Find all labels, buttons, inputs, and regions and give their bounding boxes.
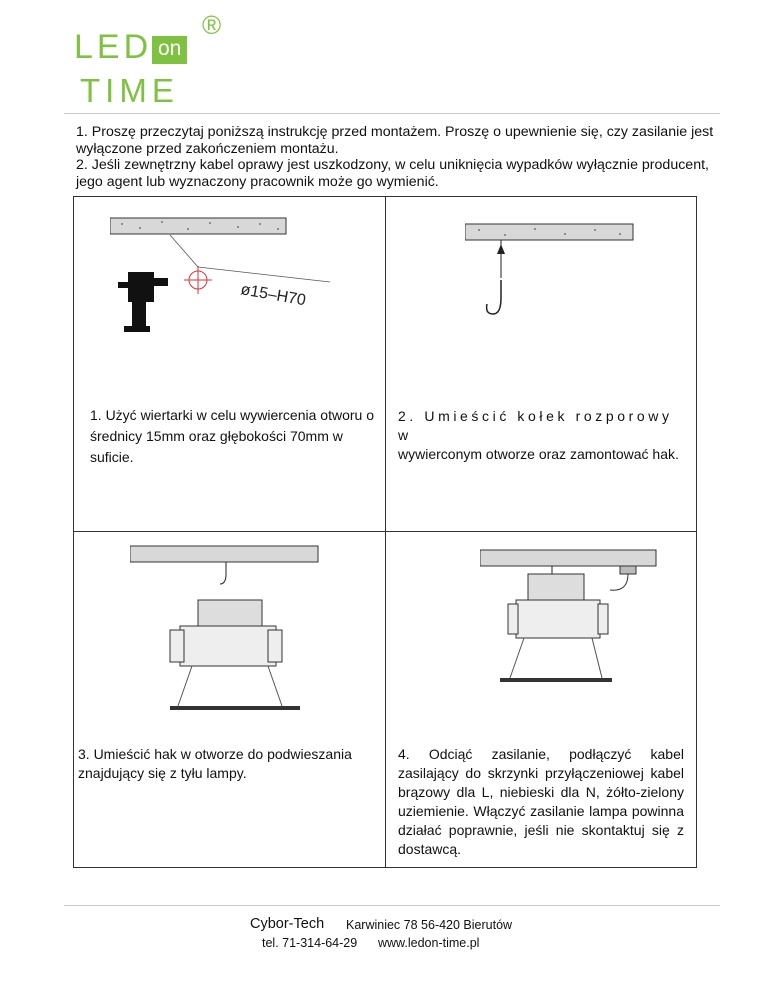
intro-line-2: 2. Jeśli zewnętrzny kabel oprawy jest uszkodzony, w celu uniknięcia wypadków wyłącznie producent, jego agent lub wyznaczony pracownik może go wymienić. — [76, 157, 709, 190]
ceiling-slab-icon — [465, 224, 633, 240]
intro-line-1: 1. Proszę przeczytaj poniższą instrukcję przed montażem. Proszę o upewnienie się, czy zasilanie jest wyłączone przed zakończeniem montażu. — [76, 124, 714, 157]
ceiling-slab-icon — [110, 218, 286, 234]
logo-time-text: TIME — [80, 72, 179, 109]
ceiling-slab-icon — [130, 546, 318, 562]
top-divider — [64, 113, 720, 114]
step1-drill-illustration — [110, 212, 360, 342]
junction-box-icon — [620, 566, 636, 574]
step4-wired-fixture-illustration — [480, 544, 680, 694]
hook-icon — [220, 574, 226, 584]
footer-website[interactable]: www.ledon-time.pl — [378, 936, 480, 950]
grid-horizontal-divider — [74, 531, 696, 532]
bottom-divider — [64, 905, 720, 906]
led-fixture-icon — [508, 574, 608, 638]
brand-logo — [74, 10, 234, 109]
footer-company: Cybor-Tech — [250, 916, 325, 932]
step4-caption: 4. Odciąć zasilanie, podłączyć kabel zasilający do skrzynki przyłączeniowej kabel brązowy dla L, niebieski dla N, żółto-zielony uziemienie. Włączyć zasilanie lampa powinna działać poprawnie, jeśli nie skontaktuj się z dostawcą. — [398, 746, 684, 857]
hook-icon — [487, 280, 501, 314]
step2-hook-illustration — [465, 218, 635, 328]
drill-icon — [118, 272, 168, 332]
step1-caption: 1. Użyć wiertarki w celu wywiercenia otworu o średnicy 15mm oraz głębokości 70mm w suficie. — [90, 407, 374, 465]
step2-caption — [398, 407, 682, 464]
step2-caption-rest: wywierconym otworze oraz zamontować hak. — [398, 446, 679, 462]
footer-phone: tel. 71-314-64-29 — [262, 936, 358, 950]
logo-on-badge: on — [152, 36, 187, 64]
step3-caption: 3. Umieścić hak w otworze do podwieszania znajdujący się z tyłu lampy. — [78, 746, 352, 781]
drill-size-label: ø15–H70 — [239, 281, 308, 310]
intro-instructions — [76, 124, 716, 190]
footer-address: Karwiniec 78 56-420 Bierutów — [346, 918, 513, 932]
logo-led-text: LED — [74, 28, 153, 66]
power-cable-icon — [610, 574, 628, 590]
led-fixture-icon — [170, 600, 282, 666]
ceiling-slab-icon — [480, 550, 656, 566]
registered-mark: ® — [202, 10, 222, 40]
step3-fixture-illustration — [130, 540, 330, 740]
step2-caption-first-line: 2. Umieścić kołek rozporowy w — [398, 408, 673, 443]
